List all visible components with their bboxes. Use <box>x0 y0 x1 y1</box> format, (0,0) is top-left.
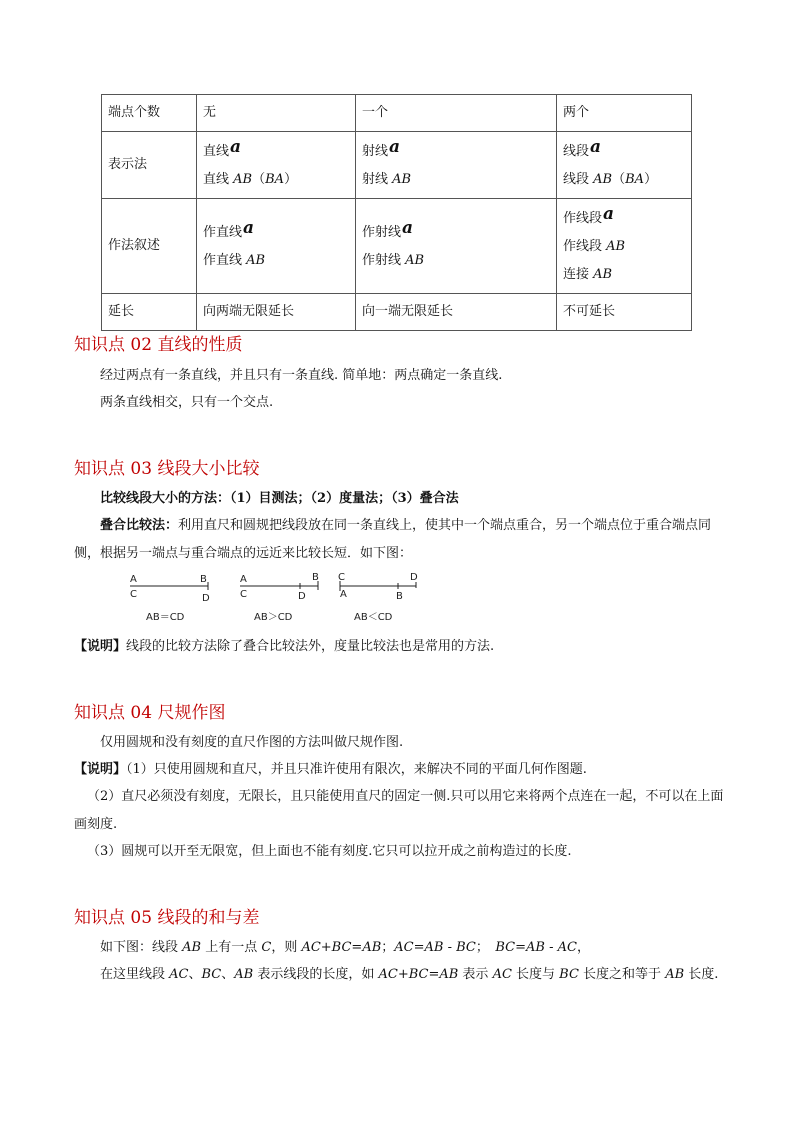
note: 【说明】线段的比较方法除了叠合比较法外，度量比较法也是常用的方法. <box>74 639 495 654</box>
table-cell: 表示法 <box>102 132 197 199</box>
section-title-04: 知识点 04 尺规作图 <box>74 703 226 723</box>
table-cell: 作直线a 作直线 AB <box>197 199 356 294</box>
caption-equal: AB＝CD <box>146 612 185 623</box>
paragraph: 两条直线相交，只有一个交点. <box>100 395 274 410</box>
label-c: C <box>338 572 345 583</box>
paragraph: 如下图：线段 AB 上有一点 C，则 AC+BC=AB；AC=AB - BC； BC=AB - AC， <box>100 940 590 955</box>
table-cell: 直线a 直线 AB（BA） <box>197 132 356 199</box>
label-a: A <box>340 589 347 600</box>
note-item: （3）圆规可以开至无限宽，但上面也不能有刻度.它只可以拉开成之前构造过的长度. <box>87 844 572 859</box>
label-b: B <box>312 572 319 583</box>
label-d: D <box>298 591 306 602</box>
label-d: D <box>410 572 418 583</box>
label-b: B <box>200 574 207 585</box>
table-cell: 向两端无限延长 <box>197 294 356 331</box>
paragraph: 在这里线段 AC、BC、AB 表示线段的长度，如 AC+BC=AB 表示 AC 长度与 BC 长度之和等于 AB 长度. <box>100 967 719 982</box>
section-title-05: 知识点 05 线段的和与差 <box>74 908 260 928</box>
caption-less: AB＜CD <box>354 612 393 623</box>
label-b: B <box>396 591 403 602</box>
figure-equal <box>130 574 210 623</box>
table-cell: 作射线a 作射线 AB <box>356 199 557 294</box>
line-types-table <box>101 94 692 331</box>
paragraph: 仅用圆规和没有刻度的直尺作图的方法叫做尺规作图. <box>100 735 404 750</box>
note-item: （2）直尺必须没有刻度，无限长，且只能使用直尺的固定一侧.只可以用它来将两个点连在一起，不可以在上面画刻度. <box>74 789 724 832</box>
table-cell: 不可延长 <box>557 294 692 331</box>
label-c: C <box>130 589 137 600</box>
table-cell: 无 <box>197 95 356 132</box>
table-cell: 线段a 线段 AB（BA） <box>557 132 692 199</box>
table-cell: 一个 <box>356 95 557 132</box>
table-row <box>102 95 692 132</box>
paragraph-overlap: 叠合比较法：利用直尺和圆规把线段放在同一条直线上，使其中一个端点重合，另一个端点位于重合端点同侧，根据另一端点与重合端点的远近来比较长短．如下图： <box>74 518 712 561</box>
note: 【说明】（1）只使用圆规和直尺，并且只准许使用有限次，来解决不同的平面几何作图题. <box>74 762 587 777</box>
table-cell: 向一端无限延长 <box>356 294 557 331</box>
segment-comparison-figure <box>120 566 450 626</box>
table-cell: 作法叙述 <box>102 199 197 294</box>
table-cell: 两个 <box>557 95 692 132</box>
table-row <box>102 199 692 294</box>
paragraph-methods: 比较线段大小的方法：（1）目测法；（2）度量法；（3）叠合法 <box>100 491 459 506</box>
label-d: D <box>202 593 210 604</box>
label-a: A <box>130 574 137 585</box>
label-c: C <box>240 589 247 600</box>
paragraph: 经过两点有一条直线，并且只有一条直线. 简单地：两点确定一条直线. <box>100 368 503 383</box>
table-cell: 延长 <box>102 294 197 331</box>
figure-less <box>338 572 418 623</box>
table-cell: 作线段a 作线段 AB 连接 AB <box>557 199 692 294</box>
table-row <box>102 294 692 331</box>
table-cell: 射线a 射线 AB <box>356 132 557 199</box>
label-a: A <box>240 574 247 585</box>
section-title-02: 知识点 02 直线的性质 <box>74 335 243 355</box>
section-title-03: 知识点 03 线段大小比较 <box>74 459 260 479</box>
table-cell: 端点个数 <box>102 95 197 132</box>
table-row <box>102 132 692 199</box>
caption-greater: AB＞CD <box>254 612 293 623</box>
figure-greater <box>240 572 319 623</box>
